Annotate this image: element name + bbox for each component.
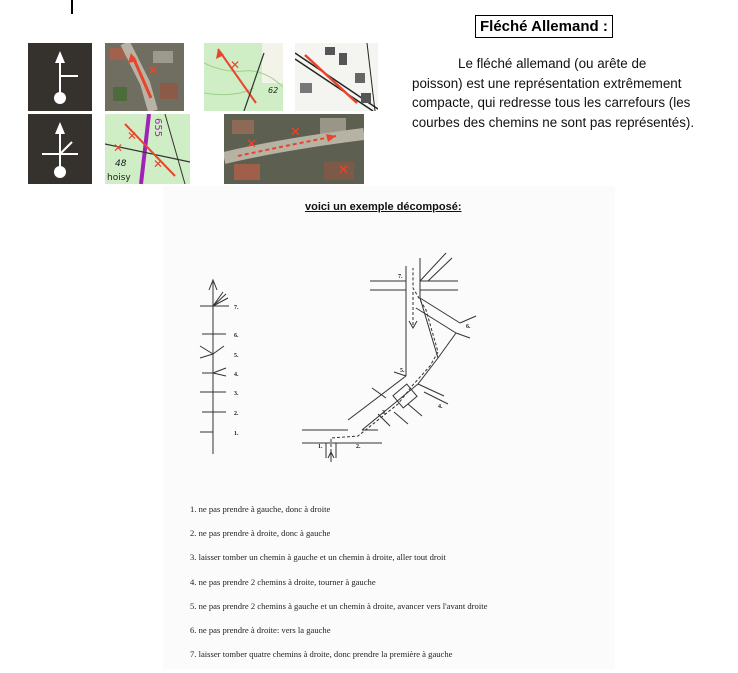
map-label-choisy: hoisy bbox=[107, 173, 131, 183]
topo-map-2 bbox=[105, 114, 190, 184]
step-item-2: 2. ne pas prendre à droite, donc à gauche bbox=[190, 528, 331, 539]
svg-text:✕: ✕ bbox=[113, 141, 124, 155]
fishbone-num-5: 5. bbox=[234, 353, 239, 359]
fishbone-symbol-tile-2 bbox=[28, 114, 92, 184]
svg-text:✕: ✕ bbox=[338, 163, 349, 178]
svg-text:✕: ✕ bbox=[230, 58, 241, 72]
svg-text:✕: ✕ bbox=[290, 125, 301, 140]
aerial-photo-2 bbox=[224, 114, 364, 184]
step-item-4: 4. ne pas prendre 2 chemins à droite, tourner à gauche bbox=[190, 576, 376, 587]
fishbone-symbol-1 bbox=[28, 43, 92, 111]
svg-text:✕: ✕ bbox=[153, 157, 164, 171]
street-num-6: 6. bbox=[466, 324, 471, 330]
step-item-6: 6. ne pas prendre à droite: vers la gauche bbox=[190, 624, 331, 635]
step-item-3: 3. laisser tomber un chemin à gauche et un chemin à droite, aller tout droit bbox=[190, 552, 446, 563]
map-label-48: 48 bbox=[115, 159, 127, 169]
map-label-655: 655 bbox=[152, 118, 163, 138]
step-item-1: 1. ne pas prendre à gauche, donc à droite bbox=[190, 504, 331, 514]
street-num-2: 2. bbox=[356, 444, 361, 450]
description-paragraph: Le fléché allemand (ou arête de poisson) est une représentation extrêmement compacte, qui redresse tous les carrefours (les courbes des chemins ne sont pas représentés). bbox=[412, 56, 695, 130]
fishbone-symbol-2 bbox=[28, 114, 92, 184]
street-num-7: 7. bbox=[398, 274, 403, 280]
step-item-5: 5. ne pas prendre 2 chemins à gauche et un chemin à droite, avancer vers l'avant droite bbox=[190, 600, 488, 611]
fishbone-num-4: 4. bbox=[234, 372, 239, 378]
section-title: Fléché Allemand : bbox=[475, 15, 613, 38]
fishbone-num-7: 7. bbox=[234, 305, 239, 311]
street-num-3: 3. bbox=[382, 410, 387, 416]
text-cursor bbox=[71, 0, 73, 14]
street-map-bw bbox=[295, 43, 378, 111]
svg-text:✕: ✕ bbox=[127, 129, 138, 143]
street-layout-diagram bbox=[298, 248, 488, 470]
street-num-1: 1. bbox=[318, 444, 323, 450]
fishbone-num-2: 2. bbox=[234, 411, 239, 417]
fishbone-symbol-tile-1 bbox=[28, 43, 92, 111]
svg-text:✕: ✕ bbox=[147, 63, 159, 79]
steps-list bbox=[190, 504, 487, 673]
map-label-62: 62 bbox=[268, 86, 279, 95]
fishbone-num-3: 3. bbox=[234, 391, 239, 397]
fishbone-num-1: 1. bbox=[234, 431, 239, 437]
street-num-4: 4. bbox=[438, 404, 443, 410]
example-title: voici un exemple décomposé: bbox=[305, 201, 462, 213]
street-num-5: 5. bbox=[400, 368, 405, 374]
fishbone-diagram bbox=[190, 272, 260, 462]
aerial-photo-1 bbox=[105, 43, 184, 111]
fishbone-num-6: 6. bbox=[234, 333, 239, 339]
svg-text:✕: ✕ bbox=[246, 137, 257, 152]
step-item-7: 7. laisser tomber quatre chemins à droite, donc prendre la première à gauche bbox=[190, 649, 453, 660]
topo-map-1 bbox=[204, 43, 283, 111]
